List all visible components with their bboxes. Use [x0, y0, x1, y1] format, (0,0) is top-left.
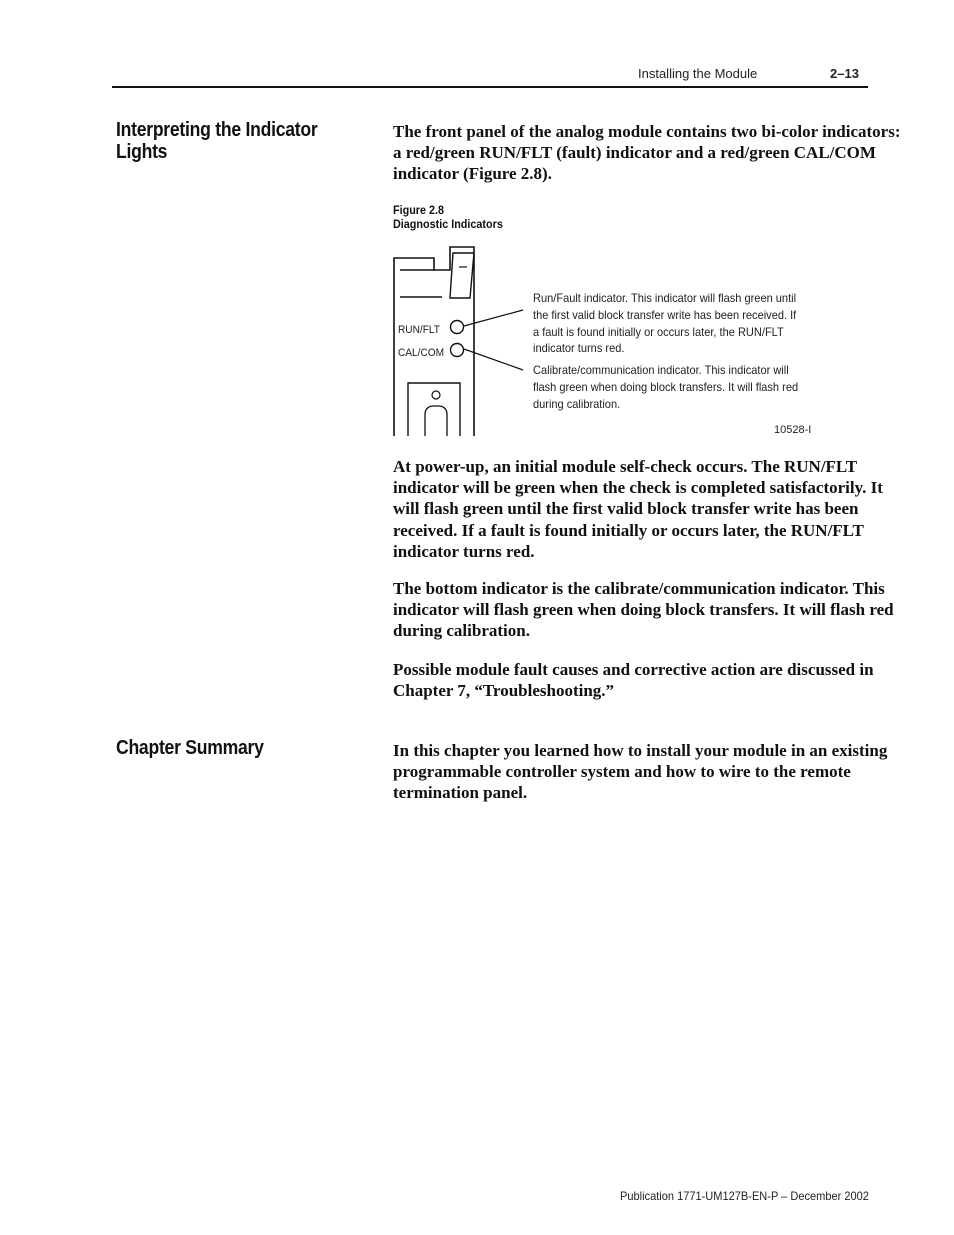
calibrate-callout: Calibrate/communication indicator. This indicator will flash green when doing block transfers. It will flash red during calibration.	[533, 363, 799, 411]
page-number: 2–13	[830, 66, 859, 81]
run-fault-callout: Run/Fault indicator. This indicator will flash green until the first valid block transfer write has been received. If a fault is found initially or occurs later, the RUN/FLT indicator turns red.	[533, 291, 797, 356]
power-up-paragraph: At power-up, an initial module self-check occurs. The RUN/FLT indicator will be green when the check is completed satisfactorily. It will flash green until the first valid block transfer write has been received. If a fault is found initially or occurs later, the RUN/FLT indicator turns red.	[393, 457, 883, 561]
cal-com-label: CAL/COM	[398, 347, 445, 359]
section-heading-indicator-lights: Interpreting the Indicator Lights	[116, 119, 318, 163]
run-leader-line	[464, 310, 523, 326]
run-flt-indicator-icon	[451, 321, 464, 334]
figure-title: Diagnostic Indicators	[393, 217, 503, 231]
panel-hole-icon	[432, 391, 440, 399]
running-header-section: Installing the Module	[638, 66, 758, 81]
publication-footer: Publication 1771-UM127B-EN-P – December 2002	[620, 1189, 869, 1203]
summary-paragraph: In this chapter you learned how to install your module in an existing programmable controller system and how to wire to the remote termination panel.	[393, 741, 888, 803]
bottom-indicator-paragraph: The bottom indicator is the calibrate/communication indicator. This indicator will flash green when doing block transfers. It will flash red during calibration.	[393, 579, 894, 641]
cal-com-indicator-icon	[451, 344, 464, 357]
section-heading-chapter-summary: Chapter Summary	[116, 737, 264, 759]
run-flt-label: RUN/FLT	[398, 324, 440, 336]
figure-id: 10528-I	[774, 424, 812, 436]
panel-slot	[425, 406, 447, 436]
module-outline	[394, 247, 474, 436]
latch-shape	[450, 253, 474, 298]
figure-caption	[393, 203, 503, 231]
header-rule	[112, 86, 868, 88]
figure-number: Figure 2.8	[393, 203, 445, 217]
intro-paragraph: The front panel of the analog module contains two bi-color indicators: a red/green RUN/FLT (fault) indicator and a red/green CAL/COM indicator (Figure 2.8).	[393, 122, 901, 184]
fault-causes-paragraph: Possible module fault causes and corrective action are discussed in Chapter 7, “Troubleshooting.”	[393, 660, 874, 701]
cal-leader-line	[464, 349, 523, 370]
